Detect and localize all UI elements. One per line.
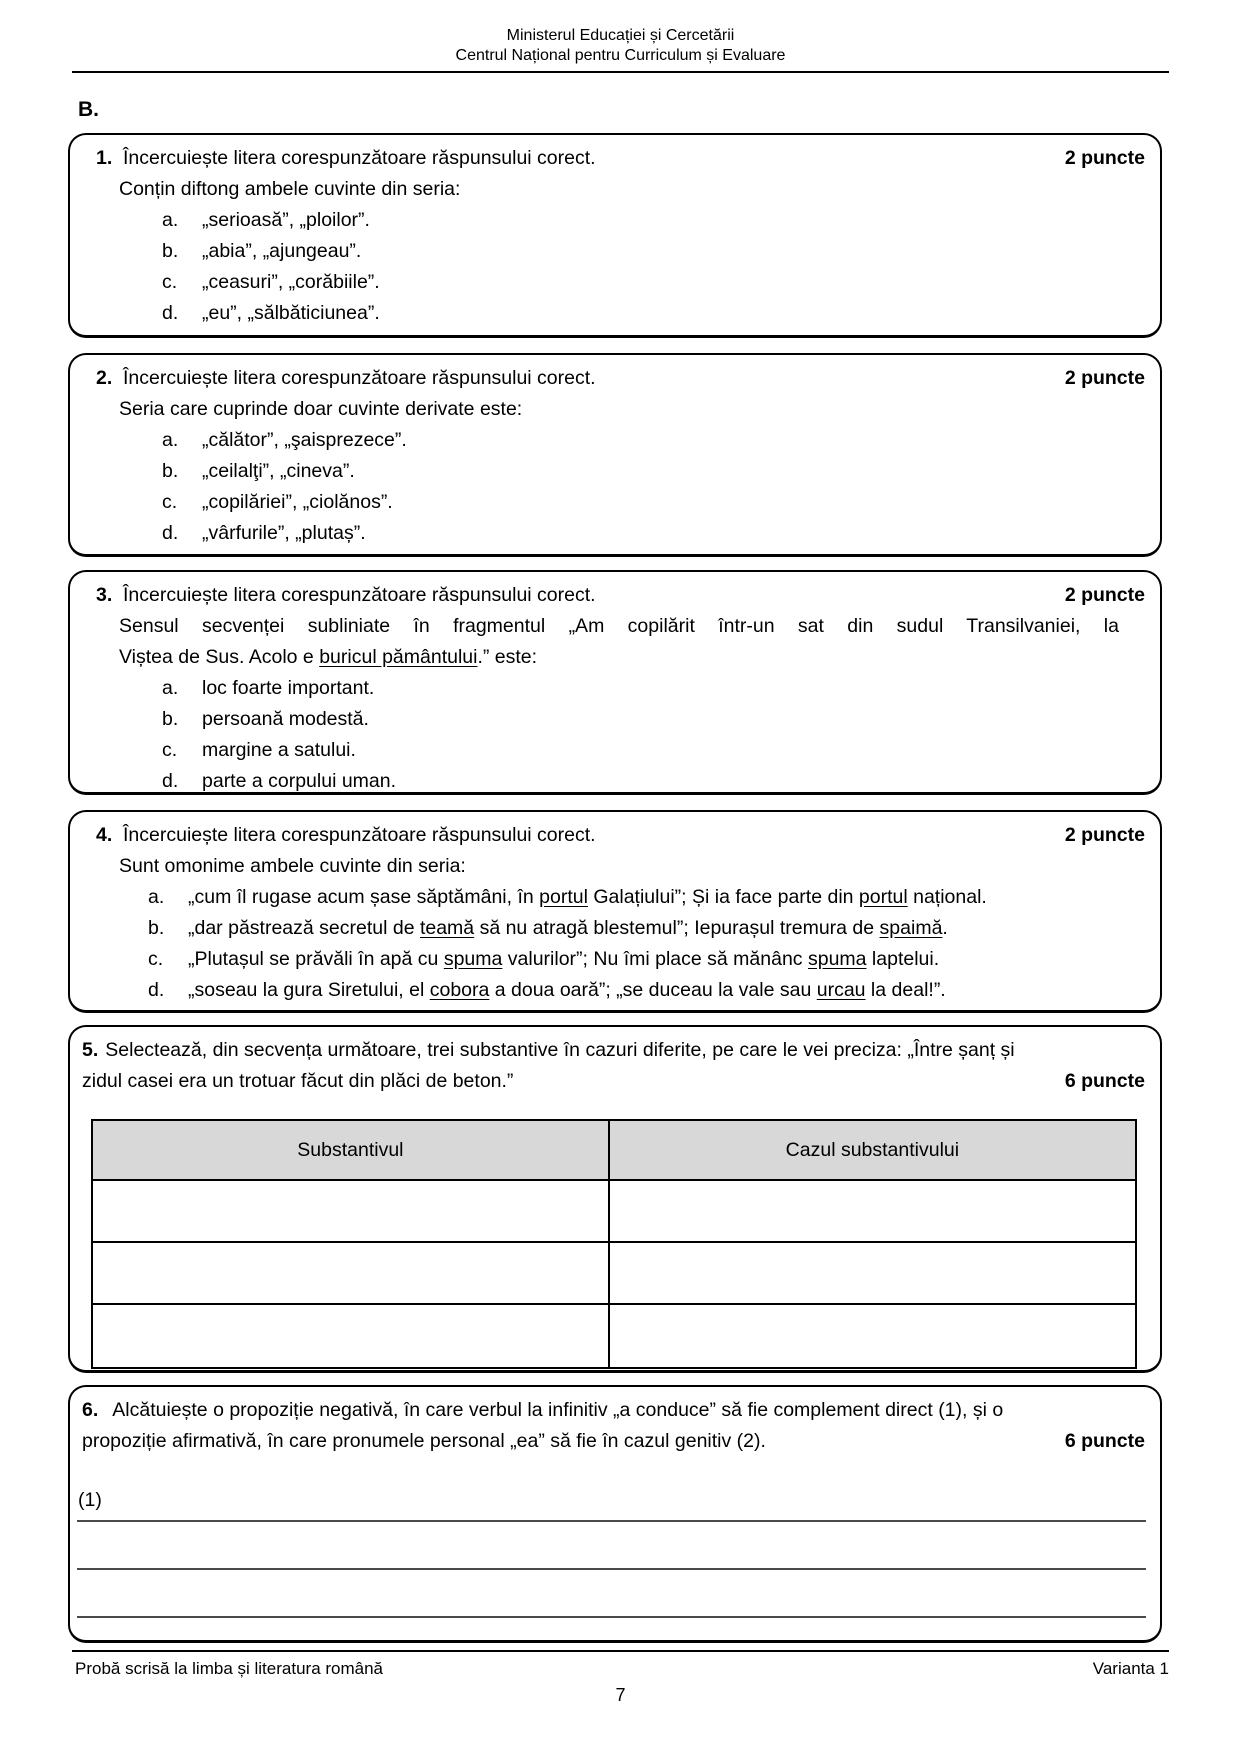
option-d xyxy=(162,766,1150,797)
writing-line xyxy=(77,1520,1146,1522)
section-label: B. xyxy=(78,98,99,121)
option-letter: d. xyxy=(162,522,179,544)
option-text: „vârfurile”, „plutaș”. xyxy=(202,522,366,544)
question-1-head xyxy=(70,135,1160,174)
table-cell-noun xyxy=(93,1243,610,1303)
points-badge: 2 puncte xyxy=(1064,147,1145,169)
table-cell-case xyxy=(610,1305,1135,1367)
option-a xyxy=(162,425,1150,456)
points-badge: 2 puncte xyxy=(1064,824,1145,846)
option-letter: d. xyxy=(148,979,165,1001)
question-number: 5. xyxy=(82,1039,99,1061)
option-text: persoană modestă. xyxy=(202,708,369,730)
option-letter: c. xyxy=(148,948,164,970)
option-letter: b. xyxy=(162,460,179,482)
option-letter: d. xyxy=(162,770,179,792)
question-number: 2. xyxy=(96,367,113,389)
statement-line1: 5. Selectează, din secvența următoare, trei substantive în cazuri diferite, pe care le vei preciza: „Între șanț și xyxy=(82,1039,1015,1061)
table-row xyxy=(93,1243,1135,1305)
question-box-6 xyxy=(68,1385,1162,1643)
question-number: 1. xyxy=(96,147,113,169)
option-text: „soseau la gura Siretului, el cobora a doua oară”; „se duceau la vale sau urcau la deal!”. xyxy=(188,979,946,1001)
option-letter: a. xyxy=(162,677,179,699)
question-box-1 xyxy=(68,133,1162,338)
statement-line2: zidul casei era un trotuar făcut din plăci de beton.” xyxy=(82,1070,514,1092)
option-b xyxy=(162,236,1150,267)
option-text: „abia”, „ajungeau”. xyxy=(202,240,362,262)
footer-variant: Varianta 1 xyxy=(1092,1659,1169,1678)
option-letter: b. xyxy=(148,917,165,939)
table-header-noun: Substantivul xyxy=(93,1121,610,1179)
option-letter: c. xyxy=(162,491,178,513)
option-c xyxy=(148,944,1150,975)
option-a xyxy=(162,205,1150,236)
points-badge: 2 puncte xyxy=(1064,367,1145,389)
option-text: „ceasuri”, „corăbiile”. xyxy=(202,271,380,293)
table-header-case: Cazul substantivului xyxy=(785,1138,960,1161)
option-letter: c. xyxy=(162,271,178,293)
option-c xyxy=(162,267,1150,298)
option-text: „eu”, „sălbăticiunea”. xyxy=(202,302,380,324)
question-2-head xyxy=(70,355,1160,394)
question-title: Încercuiește litera corespunzătoare răspunsului corect. xyxy=(123,147,596,169)
question-3-head xyxy=(70,572,1160,611)
center-line: Centrul Național pentru Curriculum și Evaluare xyxy=(455,47,786,64)
footer-exam-name: Probă scrisă la limba și literatura română xyxy=(75,1659,384,1678)
option-letter: b. xyxy=(162,240,179,262)
option-text: „dar păstrează secretul de teamă să nu atragă blestemul”; Iepurașul tremura de spaimă. xyxy=(188,917,948,939)
writing-line xyxy=(77,1568,1146,1570)
page-number: 7 xyxy=(615,1685,626,1705)
points-badge: 6 puncte xyxy=(1064,1070,1145,1092)
question-box-2 xyxy=(68,353,1162,557)
question-box-5 xyxy=(68,1025,1162,1373)
question-title: Încercuiește litera corespunzătoare răspunsului corect. xyxy=(123,584,596,606)
footer-divider xyxy=(72,1650,1169,1652)
option-text: „călător”, „şaisprezece”. xyxy=(202,429,407,451)
question-number: 6. xyxy=(82,1399,99,1421)
option-text: „serioasă”, „ploilor”. xyxy=(202,209,370,231)
table-header-row xyxy=(93,1121,1135,1181)
table-cell-noun xyxy=(93,1181,610,1241)
option-d xyxy=(148,975,1150,1006)
document-header xyxy=(0,26,1241,66)
substantives-table xyxy=(91,1119,1137,1369)
option-text: „copilăriei”, „ciolănos”. xyxy=(202,491,393,513)
question-statement-line1: Sensul secvenței subliniate în fragmentul „Am copilărit într-un sat din sudul Transilvaniei, la xyxy=(119,615,1119,637)
question-statement: Conțin diftong ambele cuvinte din seria: xyxy=(119,178,461,200)
header-divider xyxy=(72,71,1169,73)
question-statement: Sunt omonime ambele cuvinte din seria: xyxy=(119,855,466,877)
table-row xyxy=(93,1181,1135,1243)
option-text: „cum îl rugase acum șase săptămâni, în portul Galațiului”; Și ia face parte din portul național. xyxy=(188,886,987,908)
option-b xyxy=(162,704,1150,735)
question-statement: Seria care cuprinde doar cuvinte derivate este: xyxy=(119,398,523,420)
statement-line2: propoziție afirmativă, în care pronumele personal „ea” să fie în cazul genitiv (2). xyxy=(82,1430,766,1452)
option-b xyxy=(162,456,1150,487)
option-c xyxy=(162,487,1150,518)
option-b xyxy=(148,913,1150,944)
option-letter: a. xyxy=(162,429,179,451)
points-badge: 2 puncte xyxy=(1064,584,1145,606)
table-row xyxy=(93,1305,1135,1367)
option-d xyxy=(162,298,1150,329)
page-footer xyxy=(75,1658,1169,1680)
question-5-statement xyxy=(70,1027,1160,1097)
question-number: 3. xyxy=(96,584,113,606)
ministry-line: Ministerul Educației și Cercetării xyxy=(506,27,735,44)
answer-label: (1) xyxy=(78,1489,102,1511)
table-cell-noun xyxy=(93,1305,610,1367)
question-4-head xyxy=(70,812,1160,851)
option-a xyxy=(148,882,1150,913)
option-text: „Plutașul se prăvăli în apă cu spuma valurilor”; Nu îmi place să mănânc spuma laptelui. xyxy=(188,948,940,970)
question-6-statement xyxy=(70,1387,1160,1457)
option-letter: c. xyxy=(162,739,178,761)
question-box-3 xyxy=(68,570,1162,795)
option-text: parte a corpului uman. xyxy=(202,770,397,792)
question-title: Încercuiește litera corespunzătoare răspunsului corect. xyxy=(123,824,596,846)
question-box-4 xyxy=(68,810,1162,1013)
statement-line1: 6. Alcătuiește o propoziție negativă, în care verbul la infinitiv „a conduce” să fie complement direct (1), și o xyxy=(82,1399,1004,1421)
table-cell-case xyxy=(610,1181,1135,1241)
option-text: „ceilalţi”, „cineva”. xyxy=(202,460,355,482)
option-letter: d. xyxy=(162,302,179,324)
option-text: loc foarte important. xyxy=(202,677,375,699)
option-text: margine a satului. xyxy=(202,739,356,761)
points-badge: 6 puncte xyxy=(1064,1430,1145,1452)
option-letter: a. xyxy=(148,886,165,908)
option-c xyxy=(162,735,1150,766)
option-letter: a. xyxy=(162,209,179,231)
option-d xyxy=(162,518,1150,549)
option-letter: b. xyxy=(162,708,179,730)
question-title: Încercuiește litera corespunzătoare răspunsului corect. xyxy=(123,367,596,389)
table-cell-case xyxy=(610,1243,1135,1303)
question-statement-line2: Viștea de Sus. Acolo e buricul pământului.” este: xyxy=(119,646,538,668)
option-a xyxy=(162,673,1150,704)
writing-line xyxy=(77,1616,1146,1618)
question-number: 4. xyxy=(96,824,113,846)
